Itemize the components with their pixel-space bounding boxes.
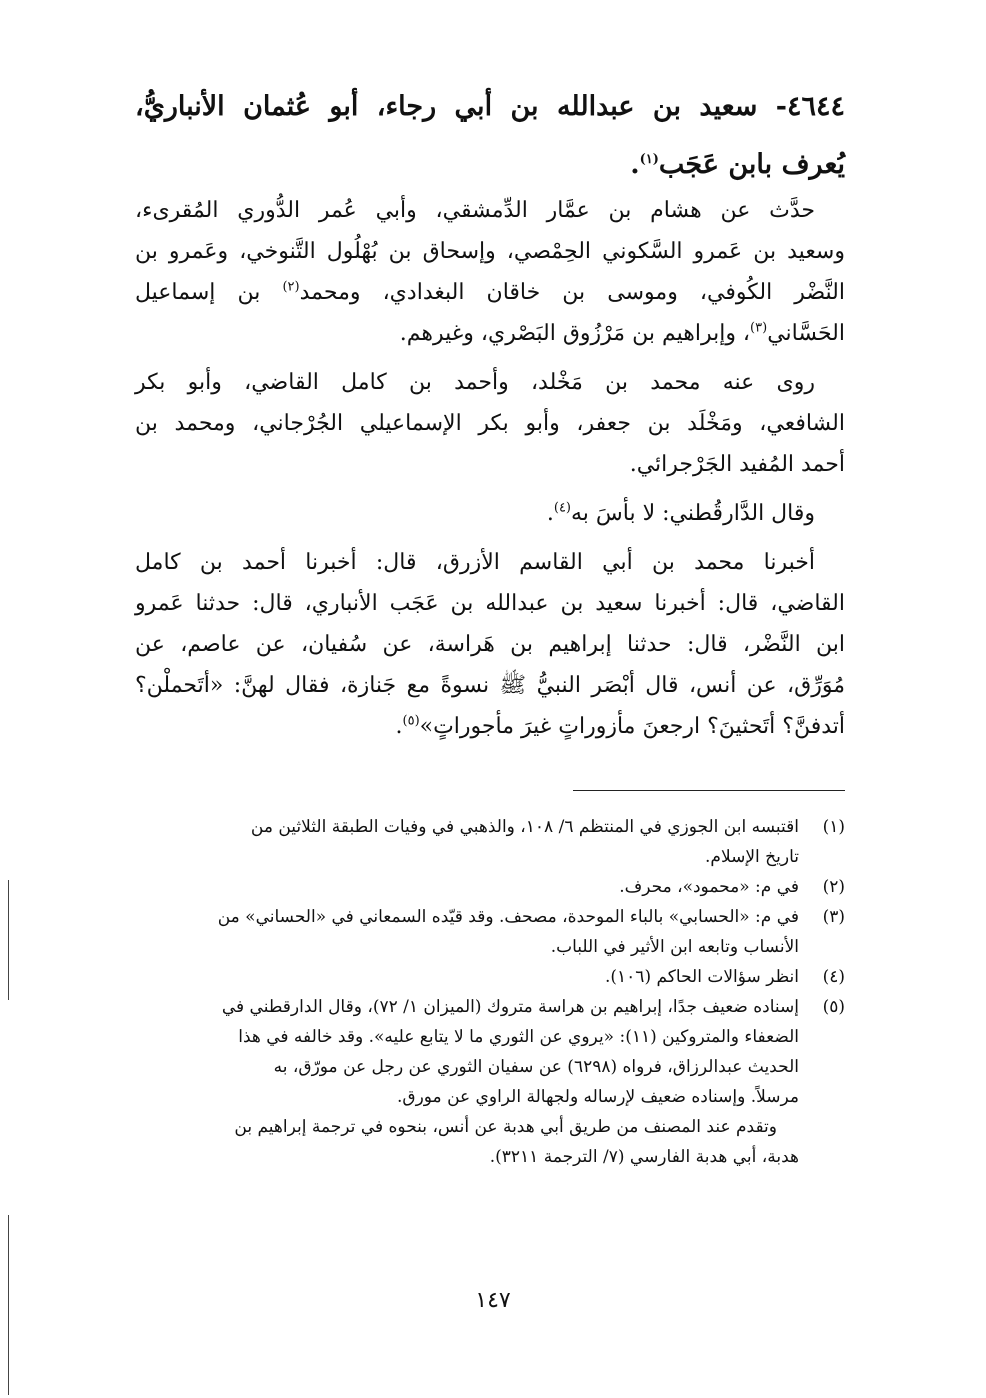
footnote-text xyxy=(135,902,799,962)
text-segment: الحَسَّاني xyxy=(767,321,845,346)
footnote-line: في م: «محمود»، محرف. xyxy=(619,877,799,897)
text-line: القاضي، قال: أخبرنا سعيد بن عبدالله بن عَجَب الأنباري، قال: حدثنا عَمرو xyxy=(135,591,845,616)
footnote-number: (٥) xyxy=(822,997,845,1017)
text-line: وسعيد بن عَمرو السَّكوني الحِمْصي، وإسحاق بن بُهْلُول التَّنوخي، وعَمرو بن xyxy=(135,239,845,264)
text-line: مُوَرِّق، عن أنس، قال أبْصَر النبيُّ ﷺ نسوةً مع جَنازة، فقال لهنَّ: «أتَحملْن؟ xyxy=(135,673,845,698)
title-line-2-end: . xyxy=(630,149,640,180)
paragraph-students xyxy=(135,362,845,485)
footnote-1 xyxy=(135,812,845,872)
entry-title xyxy=(135,78,845,194)
footnote-text xyxy=(135,872,799,902)
title-line-2-text: يُعرف بابن عَجَب xyxy=(658,149,845,180)
scan-edge-mark xyxy=(8,1215,9,1395)
footnotes xyxy=(135,812,845,1172)
footnote-line: وتقدم عند المصنف من طريق أبي هدبة عن أنس، بنحوه في ترجمة إبراهيم بن xyxy=(234,1117,777,1137)
footnote-ref-3[interactable]: (٣) xyxy=(750,320,768,336)
footnote-5 xyxy=(135,992,845,1112)
footnote-2 xyxy=(135,872,845,902)
text-line: أخبرنا محمد بن أبي القاسم الأزرق، قال: أخبرنا أحمد بن كامل xyxy=(135,550,815,575)
footnote-text xyxy=(135,992,799,1112)
text-line xyxy=(135,493,845,534)
text-segment: بن إسماعيل xyxy=(135,280,283,305)
footnote-4 xyxy=(135,962,845,992)
paragraph-teachers xyxy=(135,190,845,354)
text-segment: . xyxy=(395,714,403,739)
footnote-3 xyxy=(135,902,845,962)
footnote-line: إسناده ضعيف جدًا، إبراهيم بن هراسة متروك (الميزان ١/ ٧٢)، وقال الدارقطني في xyxy=(221,997,799,1017)
paragraph-hadith xyxy=(135,542,845,747)
footnote-ref-5[interactable]: (٥) xyxy=(402,713,420,729)
footnote-line: اقتبسه ابن الجوزي في المنتظم ٦/ ١٠٨، والذهبي في وفيات الطبقة الثلاثين من xyxy=(250,817,799,837)
text-line xyxy=(135,313,845,354)
footnote-ref-4[interactable]: (٤) xyxy=(553,500,571,516)
page-number: ١٤٧ xyxy=(475,1288,511,1313)
footnote-separator xyxy=(573,790,845,791)
text-segment: النَّضْر الكُوفي، وموسى بن خاقان البغدادي، ومحمد xyxy=(299,280,845,305)
text-line: أحمد المُفيد الجَرْجرائي. xyxy=(629,452,845,477)
footnote-text xyxy=(135,962,799,992)
text-segment: أتدفنَّ؟ أتَحثينَ؟ ارجعنَ مأزوراتٍ غيرَ مأجوراتٍ» xyxy=(419,714,845,739)
footnote-line: الحديث عبدالرزاق، فرواه (٦٢٩٨) عن سفيان الثوري عن رجل عن مورّق، به xyxy=(273,1057,799,1077)
main-text xyxy=(135,190,845,755)
footnote-number: (٢) xyxy=(822,877,845,897)
footnote-number: (٣) xyxy=(822,907,845,927)
footnote-text xyxy=(135,812,799,872)
text-line xyxy=(135,706,845,747)
footnote-line: في م: «الحسابي» بالباء الموحدة، مصحف. وقد قيّده السمعاني في «الحساني» من xyxy=(217,907,799,927)
footnote-line: الضعفاء والمتروكين (١١): «يروي عن الثوري ما لا يتابع عليه». وقد خالفه في هذا xyxy=(238,1027,799,1047)
text-line: ابن النَّضْر، قال: حدثنا إبراهيم بن هَراسة، عن سُفيان، عن عاصم، عن xyxy=(135,632,845,657)
footnote-5-continuation xyxy=(135,1112,845,1172)
footnote-line: مرسلاً. وإسناده ضعيف لإرساله ولجهالة الراوي عن مورق. xyxy=(396,1087,799,1107)
scan-edge-mark xyxy=(8,880,9,1000)
footnote-line: الأنساب وتابعه ابن الأثير في اللباب. xyxy=(550,937,799,957)
footnote-line: تاريخ الإسلام. xyxy=(705,847,799,867)
footnote-ref-1[interactable]: (١) xyxy=(639,152,659,167)
footnote-number: (١) xyxy=(822,817,845,837)
text-line xyxy=(135,272,845,313)
paragraph-daraqutni xyxy=(135,493,845,534)
footnote-line: انظر سؤالات الحاكم (١٠٦). xyxy=(605,967,799,987)
text-segment: ، وإبراهيم بن مَرْزُوق البَصْري، وغيرهم. xyxy=(399,321,751,346)
footnote-ref-2[interactable]: (٢) xyxy=(282,279,300,295)
text-segment: وقال الدَّارقُطني: لا بأسَ به xyxy=(571,501,815,526)
footnote-number: (٤) xyxy=(822,967,845,987)
title-line-2 xyxy=(135,136,845,194)
footnote-line: هدبة، أبي هدبة الفارسي (٧/ الترجمة ٣٢١١). xyxy=(489,1147,799,1167)
text-line: حدَّث عن هشام بن عمَّار الدِّمشقي، وأبي عُمر الدُّوري المُقرىء، xyxy=(135,198,815,223)
text-line: روى عنه محمد بن مَخْلد، وأحمد بن كامل القاضي، وأبو بكر xyxy=(135,370,815,395)
title-line-1: ٤٦٤٤- سعيد بن عبدالله بن أبي رجاء، أبو عُثمان الأنباريُّ، xyxy=(135,91,845,122)
text-line: الشافعي، ومَخْلَد بن جعفر، وأبو بكر الإسماعيلي الجُرْجاني، ومحمد بن xyxy=(135,411,845,436)
text-segment: . xyxy=(546,501,554,526)
